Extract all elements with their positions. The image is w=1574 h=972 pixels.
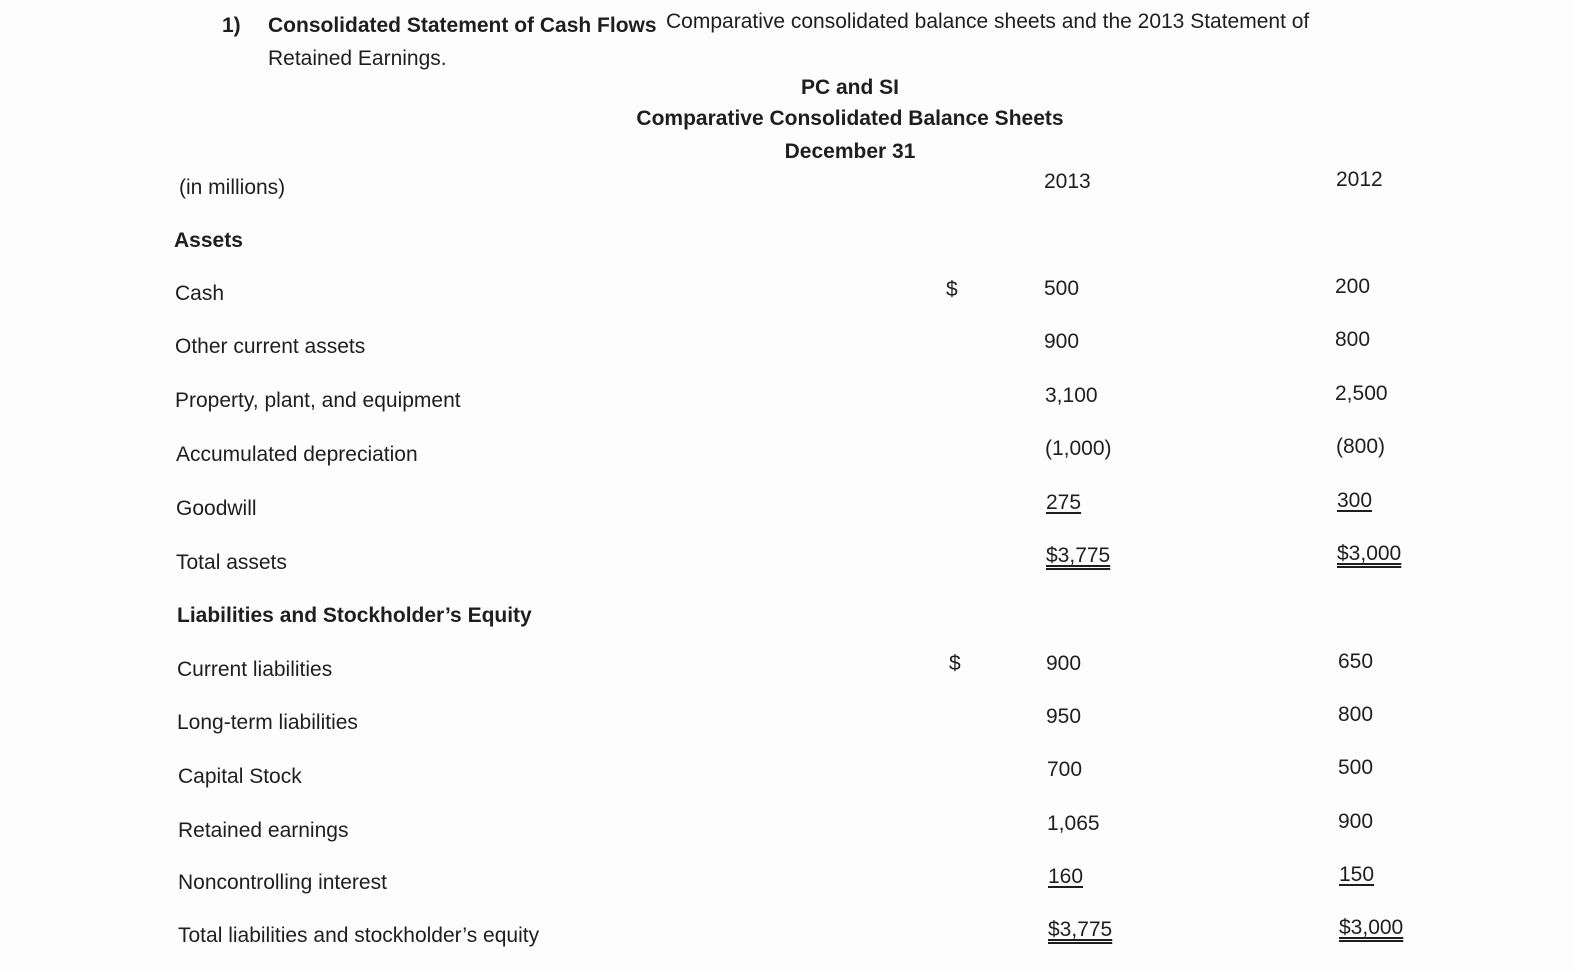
column-header-2012: 2012 (1336, 168, 1383, 191)
section-heading-liabilities: Liabilities and Stockholder’s Equity (177, 604, 532, 627)
value-2012: 200 (1335, 275, 1371, 298)
value-2013-total: $3,775 (1048, 918, 1113, 941)
value-2012-total: $3,000 (1337, 542, 1402, 565)
problem-description: Comparative consolidated balance sheets and the 2013 Statement of (666, 10, 1310, 33)
row-label: Capital Stock (178, 765, 302, 788)
row-label: Property, plant, and equipment (175, 389, 461, 412)
value-2012: 650 (1338, 650, 1374, 673)
units-label: (in millions) (179, 176, 286, 199)
value-2012: 300 (1337, 489, 1373, 512)
value-2012: 800 (1338, 703, 1374, 726)
row-label: Goodwill (176, 497, 257, 520)
value-2013: 160 (1048, 865, 1084, 888)
problem-title: Consolidated Statement of Cash Flows (268, 14, 657, 37)
section-heading-assets: Assets (174, 229, 243, 252)
statement-title: Comparative Consolidated Balance Sheets (636, 107, 1064, 130)
column-header-2013: 2013 (1044, 170, 1091, 193)
value-2013: 1,065 (1047, 812, 1100, 835)
value-2013: 3,100 (1045, 384, 1098, 407)
value-2012: (800) (1336, 435, 1386, 458)
row-label: Retained earnings (178, 819, 349, 842)
value-2013: 700 (1047, 758, 1083, 781)
row-label: Current liabilities (177, 658, 333, 681)
value-2013: 900 (1046, 652, 1082, 675)
row-label: Cash (175, 282, 225, 305)
row-label: Accumulated depreciation (176, 443, 418, 466)
value-2012: 500 (1338, 756, 1374, 779)
dollar-sign: $ (946, 278, 958, 301)
row-label: Long-term liabilities (177, 711, 358, 734)
company-name: PC and SI (800, 76, 900, 99)
row-label-total: Total liabilities and stockholder’s equity (178, 924, 540, 947)
statement-date: December 31 (784, 140, 916, 163)
row-label-total: Total assets (176, 551, 287, 574)
problem-number: 1) (222, 14, 241, 37)
value-2012: 2,500 (1335, 382, 1388, 405)
value-2012: 900 (1338, 810, 1374, 833)
value-2013: 500 (1044, 277, 1080, 300)
problem-description-line2: Retained Earnings. (268, 47, 447, 70)
value-2013-total: $3,775 (1046, 544, 1111, 567)
row-label: Noncontrolling interest (178, 871, 387, 894)
value-2012-total: $3,000 (1339, 916, 1404, 939)
dollar-sign: $ (949, 652, 961, 675)
value-2012: 800 (1335, 328, 1371, 351)
value-2012: 150 (1339, 863, 1375, 886)
value-2013: 900 (1044, 330, 1080, 353)
value-2013: 950 (1046, 705, 1082, 728)
value-2013: 275 (1046, 491, 1082, 514)
value-2013: (1,000) (1045, 437, 1112, 460)
row-label: Other current assets (175, 335, 366, 358)
